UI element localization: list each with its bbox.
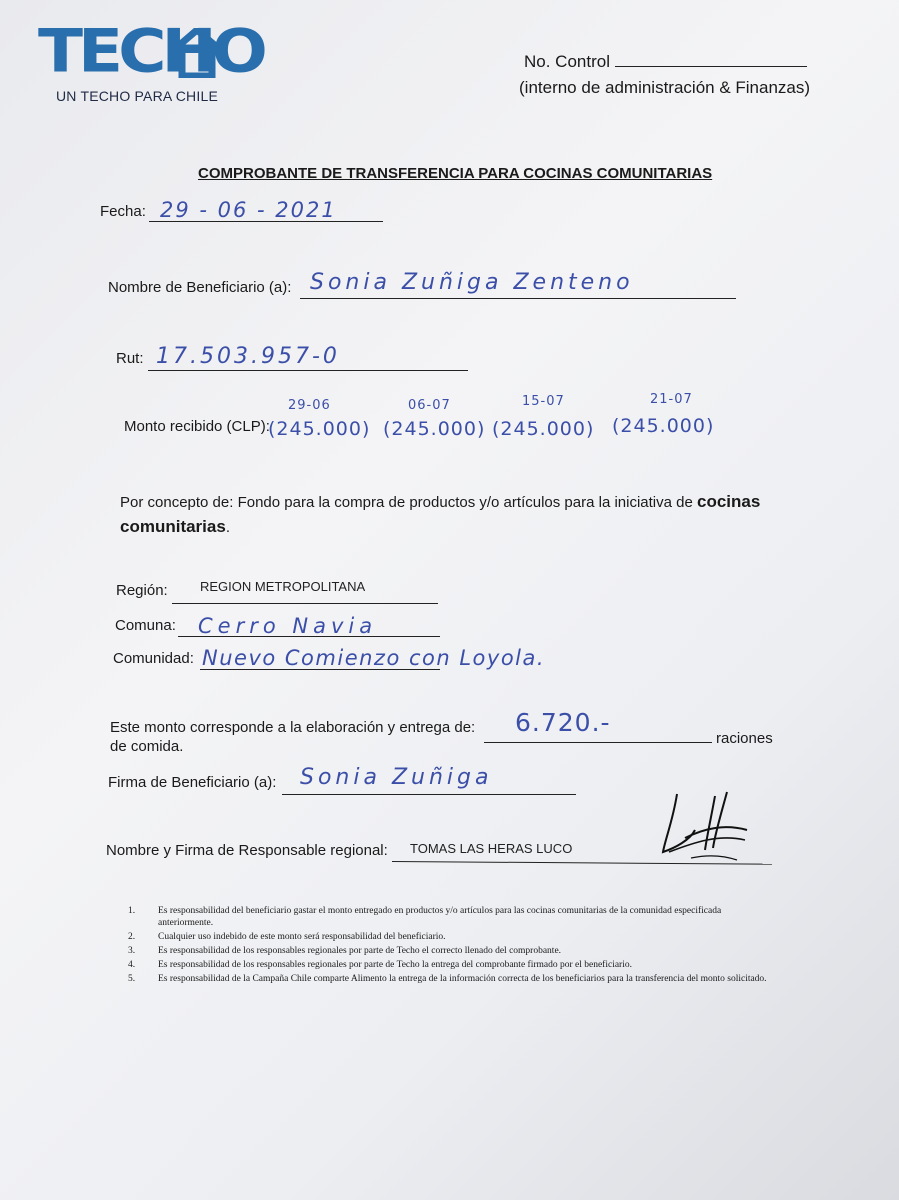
rut-label: Rut: [116, 350, 144, 367]
firma-beneficiario-line [282, 793, 576, 795]
note-item: 2. Cualquier uso indebido de este monto será responsabilidad del beneficiario. [128, 932, 446, 942]
region-label: Región: [116, 582, 168, 599]
logo-subtitle: UN TECHO PARA CHILE [56, 88, 218, 104]
house-roof-icon [174, 28, 220, 78]
raciones-text-1: Este monto corresponde a la elaboración y entrega de: [110, 719, 476, 736]
concepto-text: Por concepto de: Fondo para la compra de productos y/o artículos para la iniciativa de [120, 494, 693, 511]
monto-value-3: (245.000) [492, 418, 595, 440]
responsable-label: Nombre y Firma de Responsable regional: [106, 842, 388, 859]
comuna-value: Cerro Navia [198, 614, 378, 638]
comunidad-label: Comunidad: [113, 650, 194, 667]
firma-beneficiario-signature: Sonia Zuñiga [300, 765, 493, 790]
comuna-label: Comuna: [115, 617, 176, 634]
control-note: (interno de administración & Finanzas) [519, 78, 811, 97]
region-value: REGION METROPOLITANA [200, 579, 366, 594]
beneficiario-line [300, 297, 736, 299]
techo-logo: TECHO [38, 16, 263, 86]
concepto-end: . [225, 519, 230, 536]
rut-line [148, 369, 468, 371]
note-item: 1. Es responsabilidad del beneficiario gastar el monto entregado en productos y/o artículos para las cocinas comunitarias de la comunidad especificada anteriormente. [128, 906, 722, 928]
beneficiario-label: Nombre de Beneficiario (a): [108, 279, 292, 296]
raciones-line [484, 741, 712, 743]
note-item: 4. Es responsabilidad de los responsables regionales por parte de Techo la entrega del comprobante firmado por el beneficiario. [128, 960, 632, 970]
raciones-text-3: de comida. [110, 738, 184, 755]
responsable-signature [655, 790, 755, 870]
region-line [172, 602, 438, 604]
monto-label: Monto recibido (CLP): [124, 418, 270, 435]
firma-beneficiario-label: Firma de Beneficiario (a): [108, 774, 277, 791]
note-item: 5. Es responsabilidad de la Campaña Chile comparte Alimento la entrega de la información correcta de los beneficiarios para la transferencia del monto solicitado. [128, 974, 767, 984]
comunidad-value: Nuevo Comienzo con Loyola. [202, 646, 546, 670]
concepto-paragraph [120, 490, 800, 540]
responsable-value: TOMAS LAS HERAS LUCO [410, 841, 573, 856]
control-number-label: No. Control [524, 52, 807, 72]
note-item: 3. Es responsabilidad de los responsables regionales por parte de Techo el correcto llenado del comprobante. [128, 946, 562, 956]
monto-value-2: (245.000) [383, 418, 486, 440]
concepto-bold-2: comunitarias [120, 517, 226, 536]
document-title: COMPROBANTE DE TRANSFERENCIA PARA COCINAS COMUNITARIAS [198, 165, 713, 182]
fecha-label: Fecha: [100, 203, 146, 220]
fecha-value: 29 - 06 - 2021 [160, 198, 337, 222]
beneficiario-value: Sonia Zuñiga Zenteno [310, 270, 634, 295]
notes-list [128, 905, 778, 987]
control-number-line [615, 52, 807, 67]
concepto-bold-1: cocinas [697, 492, 761, 511]
monto-value-1: (245.000) [268, 418, 371, 440]
monto-fecha-4: 21-07 [650, 392, 693, 407]
monto-value-4: (245.000) [612, 415, 715, 437]
monto-fecha-3: 15-07 [522, 394, 565, 409]
raciones-value: 6.720.- [515, 708, 611, 737]
monto-fecha-1: 29-06 [288, 398, 331, 413]
monto-fecha-2: 06-07 [408, 398, 451, 413]
rut-value: 17.503.957-0 [156, 344, 340, 369]
raciones-text-2: raciones [716, 730, 773, 747]
